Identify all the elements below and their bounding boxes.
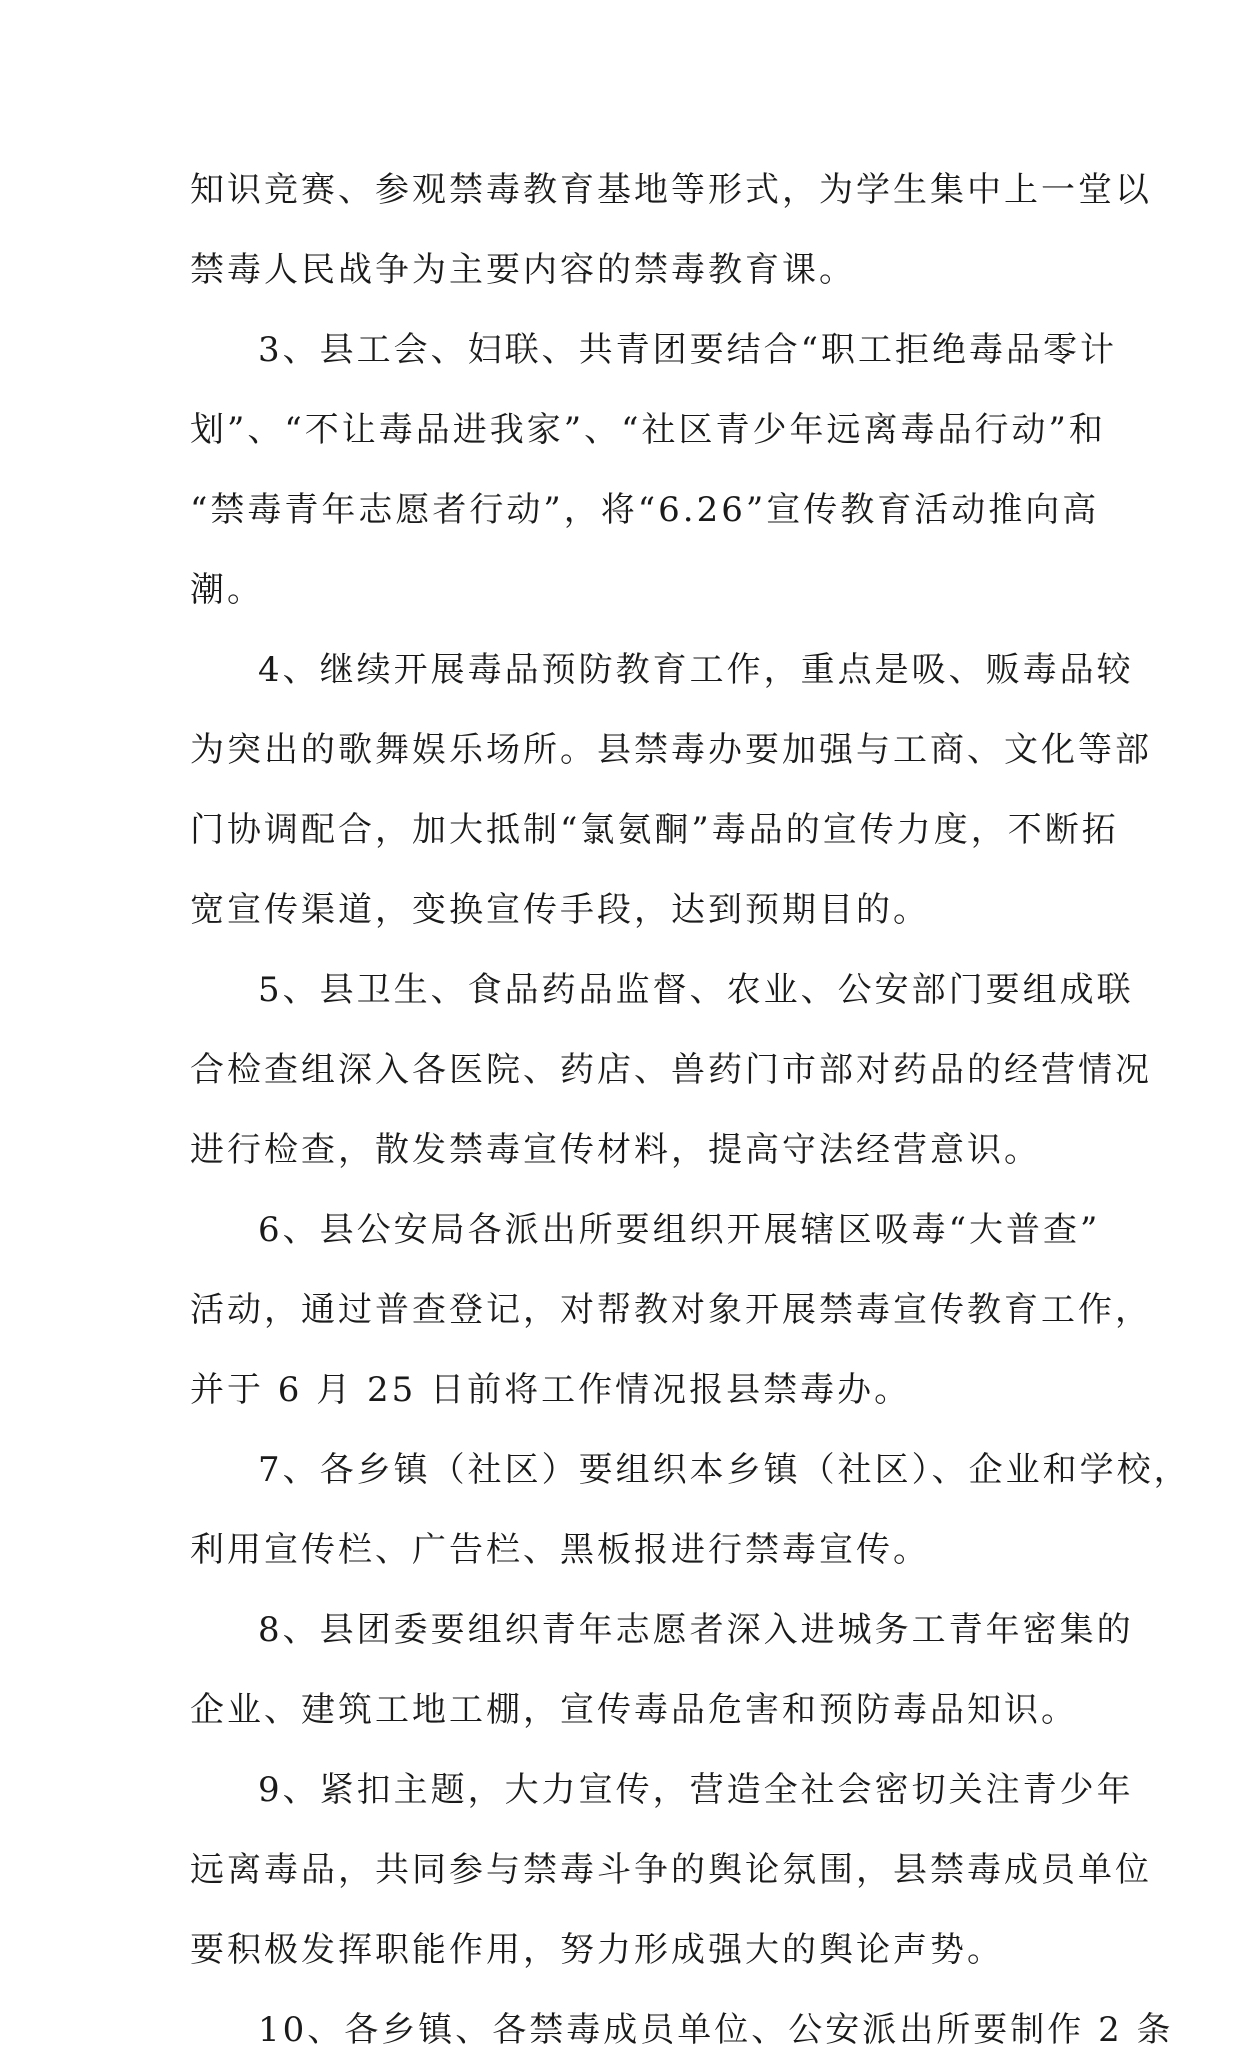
paragraph-item-7 xyxy=(190,1430,1191,1590)
text-line: 划”、“不让毒品进我家”、“社区青少年远离毒品行动”和 xyxy=(190,410,1106,450)
paragraph-item-4 xyxy=(190,630,1152,950)
text-line: 9、紧扣主题，大力宣传，营造全社会密切关注青少年 xyxy=(258,1770,1134,1810)
text-line: 要积极发挥职能作用，努力形成强大的舆论声势。 xyxy=(190,1930,1004,1970)
text-line: 为突出的歌舞娱乐场所。县禁毒办要加强与工商、文化等部 xyxy=(190,730,1152,770)
text-line: 宽宣传渠道，变换宣传手段，达到预期目的。 xyxy=(190,890,930,930)
text-line: 利用宣传栏、广告栏、黑板报进行禁毒宣传。 xyxy=(190,1530,930,1570)
text-line: 门协调配合，加大抵制“氯氨酮”毒品的宣传力度，不断拓 xyxy=(190,810,1119,850)
text-line: 活动，通过普查登记，对帮教对象开展禁毒宣传教育工作， xyxy=(190,1290,1152,1330)
text-line: 6、县公安局各派出所要组织开展辖区吸毒“大普查” xyxy=(258,1210,1101,1250)
text-line: 进行检查，散发禁毒宣传材料，提高守法经营意识。 xyxy=(190,1130,1041,1170)
paragraph-item-9 xyxy=(190,1750,1152,1990)
paragraph-item-10 xyxy=(190,1990,1174,2070)
text-line: 5、县卫生、食品药品监督、农业、公安部门要组成联 xyxy=(258,970,1134,1010)
text-line: 8、县团委要组织青年志愿者深入进城务工青年密集的 xyxy=(258,1610,1134,1650)
text-line: 3、县工会、妇联、共青团要结合“职工拒绝毒品零计 xyxy=(258,330,1118,370)
text-line: 禁毒人民战争为主要内容的禁毒教育课。 xyxy=(190,250,856,290)
paragraph-item-8 xyxy=(190,1590,1134,1750)
text-line: 并于 6 月 25 日前将工作情况报县禁毒办。 xyxy=(190,1370,912,1410)
text-line: 10、各乡镇、各禁毒成员单位、公安派出所要制作 2 条 xyxy=(258,2010,1174,2050)
text-line: 合检查组深入各医院、药店、兽药门市部对药品的经营情况 xyxy=(190,1050,1152,1090)
text-line: “禁毒青年志愿者行动”，将“6.26”宣传教育活动推向高 xyxy=(190,490,1100,530)
text-line: 知识竞赛、参观禁毒教育基地等形式，为学生集中上一堂以 xyxy=(190,170,1152,210)
text-line: 潮。 xyxy=(190,570,264,610)
body-text xyxy=(190,150,1191,2070)
text-line: 远离毒品，共同参与禁毒斗争的舆论氛围，县禁毒成员单位 xyxy=(190,1850,1152,1890)
paragraph-continued xyxy=(190,150,1152,310)
paragraph-item-6 xyxy=(190,1190,1152,1430)
paragraph-item-3 xyxy=(190,310,1118,630)
text-line: 7、各乡镇（社区）要组织本乡镇（社区）、企业和学校， xyxy=(258,1450,1191,1490)
text-line: 4、继续开展毒品预防教育工作，重点是吸、贩毒品较 xyxy=(258,650,1134,690)
paragraph-item-5 xyxy=(190,950,1152,1190)
text-line: 企业、建筑工地工棚，宣传毒品危害和预防毒品知识。 xyxy=(190,1690,1078,1730)
